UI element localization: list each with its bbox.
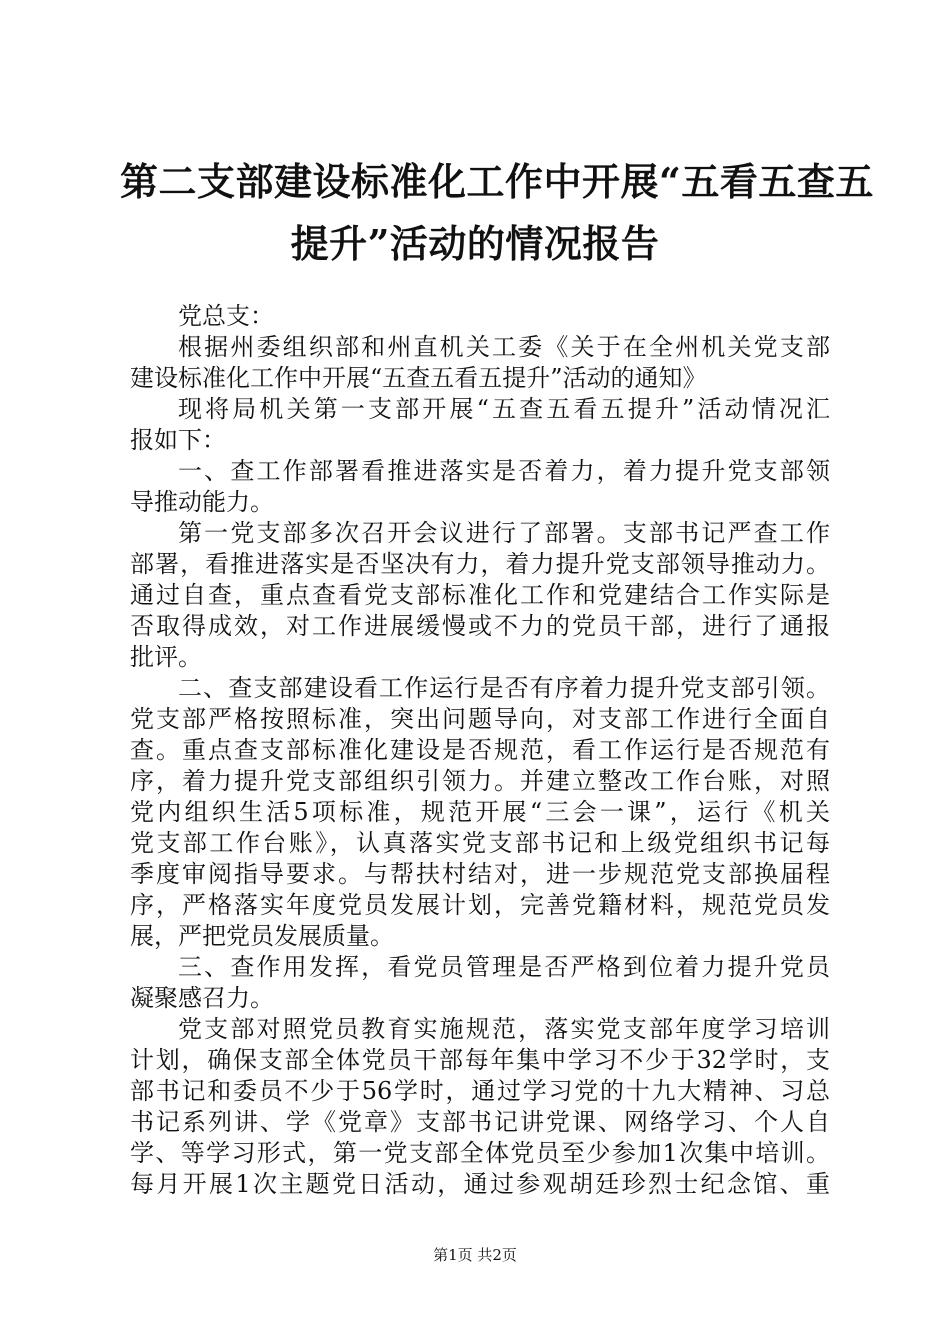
body-text-line: 季度审阅指导要求。与帮扶村结对，进一步规范党支部换届程: [130, 860, 830, 888]
body-text-line: 凝聚感召力。: [130, 984, 274, 1012]
body-text-line: 部书记和委员不少于56学时，通过学习党的十九大精神、习总: [130, 1077, 830, 1105]
body-text-line: 现将局机关第一支部开展“五查五看五提升”活动情况汇: [178, 395, 830, 423]
body-text-line: 查。重点查支部标准化建设是否规范，看工作运行是否规范有: [130, 736, 830, 764]
body-text-line: 计划，确保支部全体党员干部每年集中学习不少于32学时，支: [130, 1046, 830, 1074]
body-text-line: 党支部对照党员教育实施规范，落实党支部年度学习培训: [178, 1015, 830, 1043]
body-text-line: 序，严格落实年度党员发展计划，完善党籍材料，规范党员发: [130, 891, 830, 919]
body-text-line: 报如下：: [130, 426, 226, 454]
document-title-line-1: 第二支部建设标准化工作中开展“五看五查五: [120, 159, 874, 204]
body-text-line: 书记系列讲、学《党章》支部书记讲党课、网络学习、个人自: [130, 1108, 830, 1136]
body-text-line: 导推动能力。: [130, 488, 274, 516]
body-text-line: 序，着力提升党支部组织引领力。并建立整改工作台账，对照: [130, 767, 830, 795]
document-title-line-2: 提升”活动的情况报告: [290, 221, 660, 266]
body-text-line: 每月开展1次主题党日活动，通过参观胡廷珍烈士纪念馆、重: [130, 1170, 830, 1198]
body-text-line: 学、等学习形式，第一党支部全体党员至少参加1次集中培训。: [130, 1139, 830, 1167]
page-number-footer: 第1页 共2页: [433, 1246, 517, 1264]
body-text-line: 三、查作用发挥，看党员管理是否严格到位着力提升党员: [178, 953, 830, 981]
body-text-line: 根据州委组织部和州直机关工委《关于在全州机关党支部: [178, 333, 830, 361]
body-text-line: 党支部严格按照标准，突出问题导向，对支部工作进行全面自: [130, 705, 830, 733]
body-text-line: 一、查工作部署看推进落实是否着力，着力提升党支部领: [178, 457, 830, 485]
body-text-line: 展，严把党员发展质量。: [130, 922, 394, 950]
body-text-line: 第一党支部多次召开会议进行了部署。支部书记严查工作: [178, 519, 830, 547]
body-text-line: 党内组织生活5项标准，规范开展“三会一课”，运行《机关: [130, 798, 830, 826]
document-body: [130, 301, 830, 1200]
body-text-line: 通过自查，重点查看党支部标准化工作和党建结合工作实际是: [130, 581, 830, 609]
body-text-line: 部署，看推进落实是否坚决有力，着力提升党支部领导推动力。: [130, 550, 830, 578]
body-text-line: 党支部工作台账》，认真落实党支部书记和上级党组织书记每: [130, 829, 830, 857]
body-text-line: 建设标准化工作中开展“五查五看五提升”活动的通知》: [130, 364, 707, 392]
body-text-line: 二、查支部建设看工作运行是否有序着力提升党支部引领。: [178, 674, 830, 702]
body-text-line: 党总支：: [178, 302, 274, 330]
body-text-line: 否取得成效，对工作进展缓慢或不力的党员干部，进行了通报: [130, 612, 830, 640]
body-text-line: 批评。: [130, 643, 202, 671]
